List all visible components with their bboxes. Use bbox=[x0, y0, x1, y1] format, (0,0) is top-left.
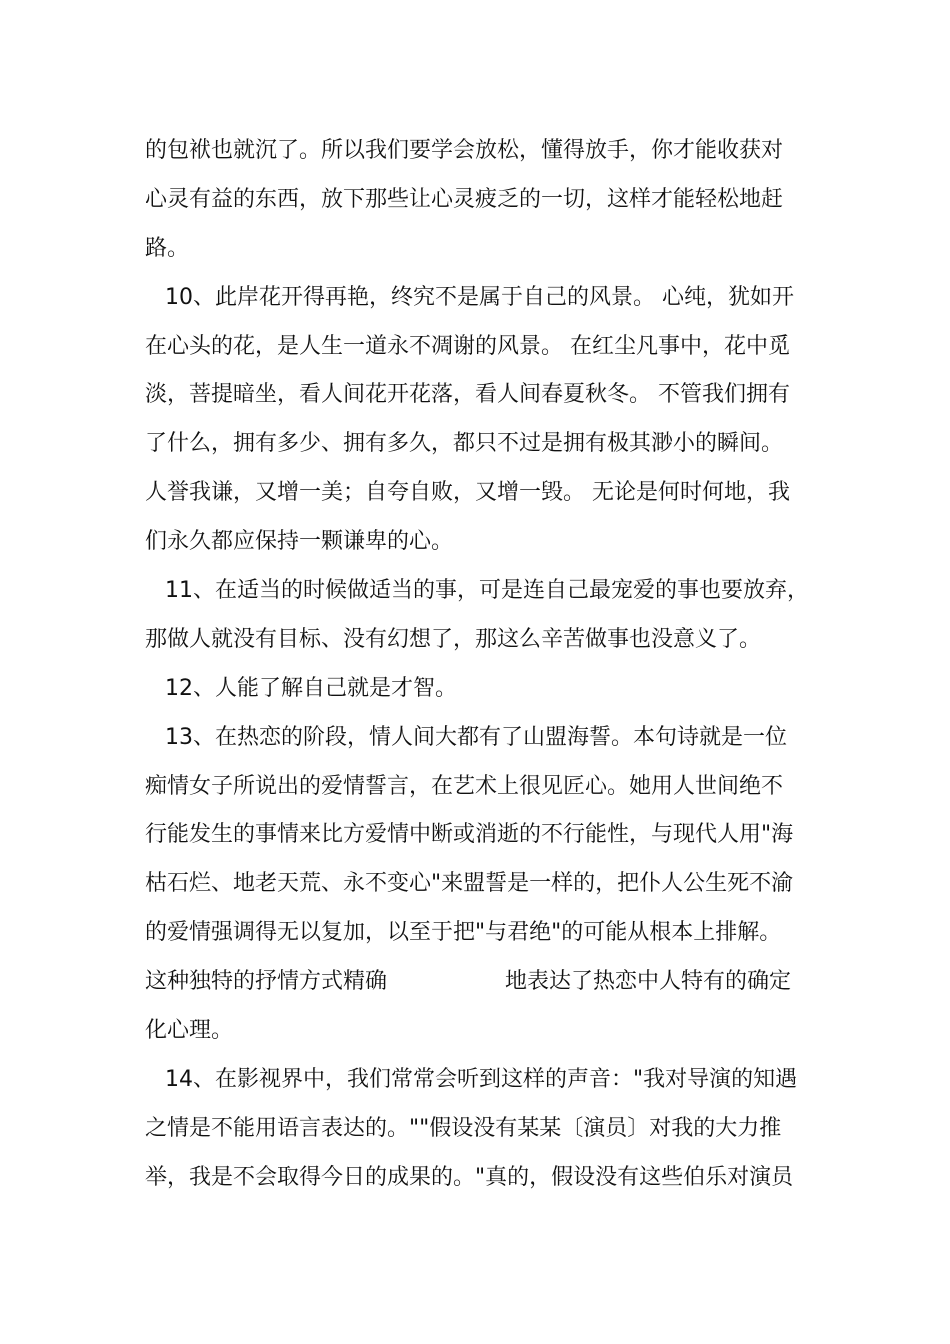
paragraph-line: 枯石烂、地老天荒、永不变心"来盟誓是一样的，把仆人公生死不渝 bbox=[145, 871, 794, 897]
paragraph-line: 路。 bbox=[145, 235, 190, 261]
paragraph-line: 11、在适当的时候做适当的事，可是连自己最宠爱的事也要放弃， bbox=[165, 578, 809, 604]
paragraph-line: 10、此岸花开得再艳，终究不是属于自己的风景。 心纯，犹如开 bbox=[165, 284, 794, 310]
paragraph-line: 在心头的花，是人生一道永不凋谢的风景。 在红尘凡事中，花中觅 bbox=[145, 333, 790, 359]
paragraph-line: 痴情女子所说出的爱情誓言，在艺术上很见匠心。她用人世间绝不 bbox=[145, 773, 784, 799]
paragraph-line: 心灵有益的东西，放下那些让心灵疲乏的一切，这样才能轻松地赶 bbox=[145, 186, 784, 212]
paragraph-line: 之情是不能用语言表达的。""假设没有某某〔演员〕对我的大力推 bbox=[145, 1115, 782, 1141]
paragraph-line: 的包袱也就沉了。所以我们要学会放松，懂得放手，你才能收获对 bbox=[145, 138, 784, 163]
paragraph-line: 那做人就没有目标、没有幻想了，那这么辛苦做事也没意义了。 bbox=[145, 626, 762, 652]
paragraph-line: 人誉我谦，又增一美；自夸自败，又增一毁。 无论是何时何地，我 bbox=[145, 480, 790, 506]
paragraph-line bbox=[145, 962, 815, 1011]
line-segment-left: 这种独特的抒情方式精确 bbox=[145, 969, 388, 995]
paragraph-line: 举，我是不会取得今日的成果的。"真的，假设没有这些伯乐对演员 bbox=[145, 1164, 794, 1190]
paragraph-line: 了什么，拥有多少、拥有多久，都只不过是拥有极其渺小的瞬间。 bbox=[145, 431, 784, 457]
paragraph-line: 13、在热恋的阶段，情人间大都有了山盟海誓。本句诗就是一位 bbox=[165, 724, 787, 750]
document-body bbox=[145, 131, 815, 1207]
paragraph-line: 行能发生的事情来比方爱情中断或消逝的不行能性，与现代人用"海 bbox=[145, 822, 794, 848]
line-segment-right: 地表达了热恋中人特有的确定 bbox=[505, 969, 792, 995]
paragraph-line: 14、在影视界中，我们常常会听到这样的声音："我对导演的知遇 bbox=[165, 1066, 798, 1092]
paragraph-line: 们永久都应保持一颗谦卑的心。 bbox=[145, 529, 454, 555]
paragraph-line: 12、人能了解自己就是才智。 bbox=[165, 675, 457, 701]
paragraph-line: 化心理。 bbox=[145, 1018, 234, 1044]
paragraph-line: 的爱情强调得无以复加，以至于把"与君绝"的可能从根本上排解。 bbox=[145, 920, 782, 946]
paragraph-line: 淡，菩提暗坐，看人间花开花落，看人间春夏秋冬。 不管我们拥有 bbox=[145, 382, 790, 408]
